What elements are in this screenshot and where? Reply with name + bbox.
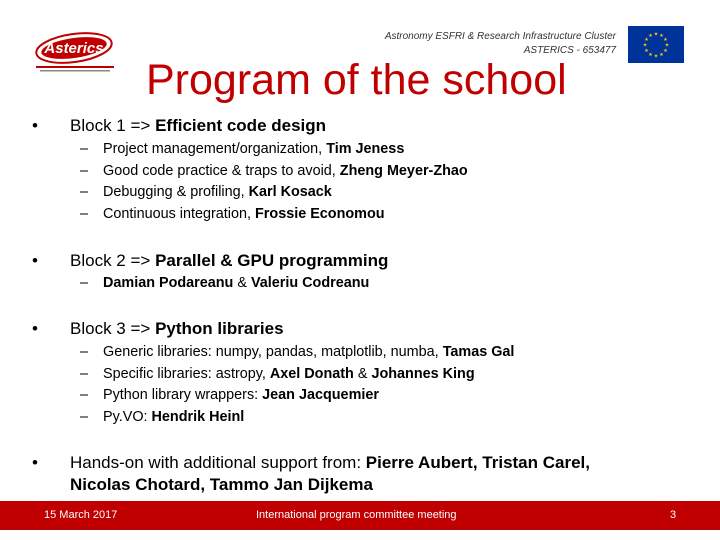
cluster-line-1: Astronomy ESFRI & Research Infrastructure Cluster: [384, 31, 616, 42]
eu-star-icon: ★: [653, 53, 659, 60]
eu-star-icon: ★: [664, 42, 670, 49]
footer-meeting: International program committee meeting: [256, 509, 457, 521]
block-3-prefix: Block 3 =>: [70, 319, 156, 338]
eu-star-icon: ★: [653, 31, 659, 38]
block-3-title: Python libraries: [155, 319, 284, 338]
eu-star-icon: ★: [642, 42, 648, 49]
handson-prefix: Hands-on with additional support from:: [70, 453, 366, 472]
list-item: – Project management/organization, Tim Jeness: [80, 141, 405, 157]
cluster-line-2: ASTERICS - 653477: [523, 45, 616, 56]
block-1-title: Efficient code design: [155, 116, 327, 135]
block-3: [32, 318, 284, 340]
block-2-items: [80, 273, 369, 295]
bullet-icon: •: [32, 251, 38, 270]
list-item: – Continuous integration, Frossie Economou: [80, 205, 385, 222]
list-item: – Damian Podareanu & Valeriu Codreanu: [80, 275, 370, 291]
handson-names: Pierre Aubert, Tristan Carel,: [365, 453, 590, 472]
list-item: – Py.VO: Hendrik Heinl: [80, 408, 245, 425]
list-item: – Specific libraries: astropy, Axel Donath & Johannes King: [80, 365, 475, 382]
page-title: Program of the school: [146, 56, 567, 104]
list-item: – Debugging & profiling, Karl Kosack: [80, 184, 332, 200]
svg-text:Asterics: Asterics: [44, 40, 104, 57]
block-2-prefix: Block 2 =>: [70, 251, 156, 270]
list-item: – Good code practice & traps to avoid, Zheng Meyer-Zhao: [80, 162, 468, 179]
eu-star-icon: ★: [659, 32, 664, 39]
handson-block: [32, 452, 590, 496]
eu-star-icon: ★: [648, 52, 653, 59]
bullet-icon: •: [32, 116, 38, 135]
handson-names-line2: Nicolas Chotard, Tammo Jan Dijkema: [70, 475, 373, 494]
eu-star-icon: ★: [644, 37, 649, 43]
block-1: [32, 115, 326, 137]
eu-star-icon: ★: [659, 52, 664, 59]
bullet-icon: •: [32, 453, 38, 472]
block-2: [32, 250, 388, 272]
eu-star-icon: ★: [648, 32, 653, 39]
page-number: 3: [670, 509, 677, 521]
list-item: – Generic libraries: numpy, pandas, matplotlib, numba, Tamas Gal: [80, 344, 515, 360]
list-item: – Python library wrappers: Jean Jacquemier: [80, 387, 379, 403]
block-2-title: Parallel & GPU programming: [155, 251, 389, 270]
footer-date: 15 March 2017: [44, 509, 118, 521]
eu-star-icon: ★: [663, 48, 668, 54]
eu-star-icon: ★: [644, 48, 649, 54]
footer-bar: [0, 501, 720, 530]
bullet-icon: •: [32, 319, 38, 338]
block-1-prefix: Block 1 =>: [70, 116, 156, 135]
block-3-items: [80, 342, 514, 428]
eu-star-icon: ★: [663, 37, 668, 43]
block-1-items: [80, 139, 468, 225]
